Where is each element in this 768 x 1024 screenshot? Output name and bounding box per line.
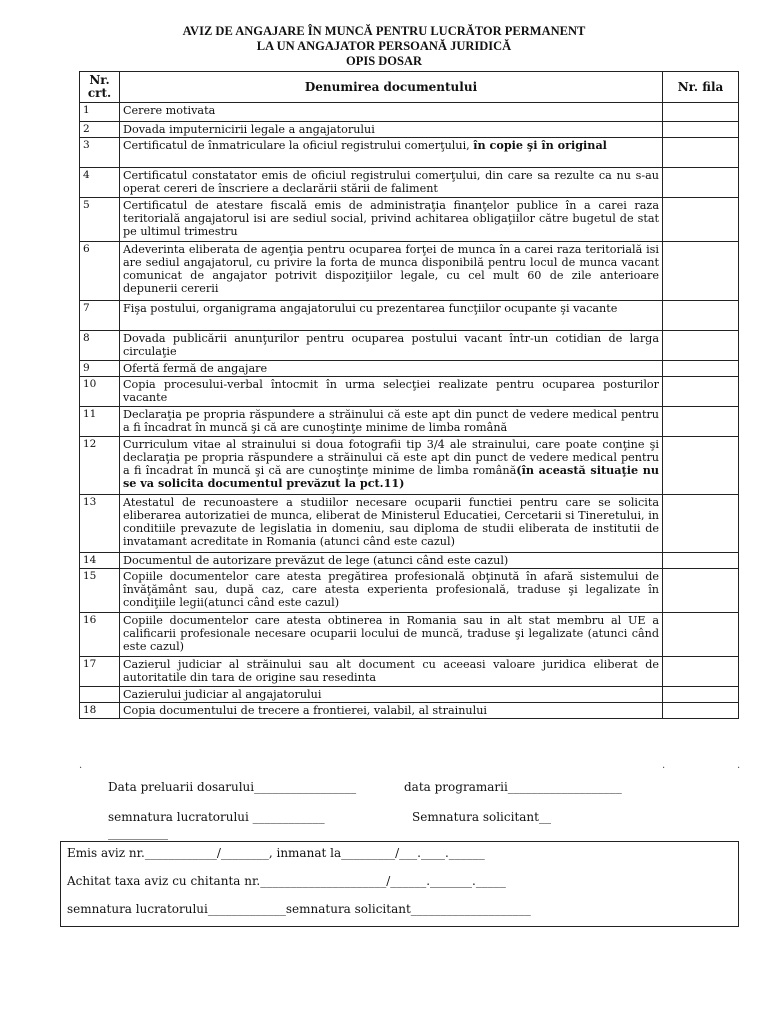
semnatura-solicitant-field[interactable]: Semnatura solicitant__ xyxy=(412,810,551,824)
document-name-cell xyxy=(120,407,663,437)
fila-cell[interactable] xyxy=(663,687,739,703)
document-name-cell xyxy=(120,687,663,703)
row-number: 11 xyxy=(80,407,120,437)
row-number: 3 xyxy=(80,138,120,168)
table-row xyxy=(80,301,739,331)
document-name: Copia documentului de trecere a frontierei, valabil, al strainului xyxy=(123,704,487,717)
document-name-cell xyxy=(120,553,663,569)
table-row xyxy=(80,407,739,437)
document-name: Certificatul de înmatriculare la oficiul registrului comerţului, xyxy=(123,139,474,152)
header-nr-fila: Nr. fila xyxy=(663,72,739,103)
document-name-cell xyxy=(120,301,663,331)
document-name: Certificatul de atestare fiscală emis de administraţia finanţelor publice în a carei raza teritorială angajatorul isi are sediul social, privind achitarea obligaţiilor către bugetul de stat pe ultimul trimestru xyxy=(123,199,659,238)
row-number: 15 xyxy=(80,569,120,613)
fila-cell[interactable] xyxy=(663,301,739,331)
document-name: Copiile documentelor care atesta pregătirea profesională obţinută în afară sistemului de învăţământ sau, după caz, care atesta experienta profesională, traduse şi legalizate în condiţiile legii(atunci când este cazul) xyxy=(123,570,659,609)
fila-cell[interactable] xyxy=(663,553,739,569)
fila-cell[interactable] xyxy=(663,377,739,407)
row-number: 10 xyxy=(80,377,120,407)
table-row xyxy=(80,553,739,569)
document-name-cell xyxy=(120,569,663,613)
fila-cell[interactable] xyxy=(663,103,739,122)
opis-table xyxy=(79,71,739,719)
document-name-emphasis: (în această situaţie nu se va solicita documentul prevăzut la pct.11) xyxy=(123,463,659,490)
document-name: Dovada imputernicirii legale a angajatorului xyxy=(123,123,375,136)
fila-cell[interactable] xyxy=(663,407,739,437)
header-nr-crt: Nr. crt. xyxy=(80,72,120,103)
semnatura-underline: __________ xyxy=(108,826,168,840)
document-name-cell xyxy=(120,138,663,168)
emis-aviz-line[interactable]: Emis aviz nr.____________/________, inmanat la_________/___.____.______ xyxy=(67,846,485,860)
fila-cell[interactable] xyxy=(663,613,739,657)
row-number: 5 xyxy=(80,198,120,242)
title-line-2: LA UN ANGAJATOR PERSOANĂ JURIDICĂ xyxy=(256,39,512,53)
document-name: Atestatul de recunoastere a studiilor necesare ocuparii functiei pentru care se solicita eliberarea autorizatiei de munca, eliberat de Ministerul Educatiei, Cercetarii si Tineretului, in conditiile prevazute de legislatia in domeniu, sau diploma de studii eliberata de institutii de invatamant acreditate in Romania (atunci când este cazul) xyxy=(123,496,659,548)
dot-mark: . xyxy=(737,760,741,771)
table-row xyxy=(80,168,739,198)
document-name-emphasis: în copie şi în original xyxy=(473,138,607,152)
row-number: 17 xyxy=(80,657,120,687)
document-name: Cerere motivata xyxy=(123,104,216,117)
row-number: 13 xyxy=(80,495,120,553)
fila-cell[interactable] xyxy=(663,569,739,613)
document-name-cell xyxy=(120,613,663,657)
document-name: Cazierul judiciar al străinului sau alt document cu aceeasi valoare juridica eliberat de autoritatile din tara de origine sau resedinta xyxy=(123,658,659,684)
row-number: 12 xyxy=(80,437,120,495)
table-row xyxy=(80,657,739,687)
document-name-cell xyxy=(120,361,663,377)
row-number: 16 xyxy=(80,613,120,657)
document-name: Copia procesului-verbal întocmit în urma selecţiei realizate pentru ocuparea posturilor vacante xyxy=(123,378,659,404)
fila-cell[interactable] xyxy=(663,138,739,168)
document-name-cell xyxy=(120,703,663,719)
table-row xyxy=(80,569,739,613)
table-header-row xyxy=(80,72,739,103)
fila-cell[interactable] xyxy=(663,331,739,361)
fila-cell[interactable] xyxy=(663,242,739,301)
table-row xyxy=(80,331,739,361)
document-name: Fişa postului, organigrama angajatorului cu prezentarea funcţiilor ocupante şi vacante xyxy=(123,302,618,315)
row-number: 18 xyxy=(80,703,120,719)
document-name-cell xyxy=(120,103,663,122)
fila-cell[interactable] xyxy=(663,198,739,242)
table-row xyxy=(80,613,739,657)
fila-cell[interactable] xyxy=(663,495,739,553)
document-name: Dovada publicării anunţurilor pentru ocuparea postului vacant într-un cotidian de larga circulaţie xyxy=(123,332,659,358)
table-row xyxy=(80,495,739,553)
table-row xyxy=(80,437,739,495)
row-number: 7 xyxy=(80,301,120,331)
row-number: 8 xyxy=(80,331,120,361)
fila-cell[interactable] xyxy=(663,657,739,687)
document-name: Cazierului judiciar al angajatorului xyxy=(123,688,322,701)
document-name: Documentul de autorizare prevăzut de lege (atunci când este cazul) xyxy=(123,554,509,567)
document-name-cell xyxy=(120,122,663,138)
document-name: Curriculum vitae al strainului si doua fotografii tip 3/4 ale strainului, care poate conţine şi declaraţia pe propria răspundere a străinului că este apt din punct de vedere medical pentru a fi încadrat în muncă şi că are cunoştinţe minime de limba română xyxy=(123,438,659,477)
table-row xyxy=(80,138,739,168)
document-name: Declaraţia pe propria răspundere a străinului că este apt din punct de vedere medical pentru a fi încadrat în muncă şi că are cunoştinţe minime de limba română xyxy=(123,408,659,434)
data-programarii-field[interactable]: data programarii___________________ xyxy=(404,780,622,794)
row-number: 14 xyxy=(80,553,120,569)
document-name-cell xyxy=(120,168,663,198)
document-name-cell xyxy=(120,242,663,301)
document-name-cell xyxy=(120,331,663,361)
table-row xyxy=(80,122,739,138)
achitat-taxa-line[interactable]: Achitat taxa aviz cu chitanta nr._____________________/______._______._____ xyxy=(67,874,506,888)
semnaturi-line[interactable]: semnatura lucratorului_____________semnatura solicitant____________________ xyxy=(67,902,531,916)
fila-cell[interactable] xyxy=(663,361,739,377)
document-name: Copiile documentelor care atesta obtinerea in Romania sau in alt stat membru al UE a calificarii profesionale necesare ocuparii locului de muncă, traduse şi legalizate (atunci când este cazul) xyxy=(123,614,659,653)
fila-cell[interactable] xyxy=(663,437,739,495)
table-row xyxy=(80,103,739,122)
table-row xyxy=(80,703,739,719)
fila-cell[interactable] xyxy=(663,122,739,138)
title-line-3: OPIS DOSAR xyxy=(345,54,423,68)
document-title xyxy=(0,24,768,69)
document-name: Adeverinta eliberata de agenţia pentru ocuparea forţei de munca în a carei raza teritorială isi are sediul angajatorul, cu privire la forta de munca disponibilă pentru locul de munca vacant comunicat de angajator potrivit dispoziţiilor legale, cu cel mult 60 de zile anterioare depunerii cererii xyxy=(123,243,659,295)
fila-cell[interactable] xyxy=(663,168,739,198)
table-row xyxy=(80,377,739,407)
row-number: 6 xyxy=(80,242,120,301)
dot-mark: . xyxy=(79,760,83,771)
document-name-cell xyxy=(120,437,663,495)
row-number: 1 xyxy=(80,103,120,122)
row-number: 9 xyxy=(80,361,120,377)
dot-mark: . xyxy=(662,760,666,771)
semnatura-lucratorului-field[interactable]: semnatura lucratorului ____________ xyxy=(108,810,325,824)
table-row xyxy=(80,242,739,301)
table-row xyxy=(80,361,739,377)
data-preluarii-field[interactable]: Data preluarii dosarului_________________ xyxy=(108,780,357,794)
document-name-cell xyxy=(120,198,663,242)
document-name: Ofertă fermă de angajare xyxy=(123,362,268,375)
row-number xyxy=(80,687,120,703)
aviz-box xyxy=(60,841,739,927)
row-number: 2 xyxy=(80,122,120,138)
table-row xyxy=(80,687,739,703)
document-name: Certificatul constatator emis de oficiul registrului comerţului, din care sa rezulte ca nu s-au operat cereri de înscriere a declarării stării de faliment xyxy=(123,169,659,195)
header-denumire: Denumirea documentului xyxy=(120,72,663,103)
row-number: 4 xyxy=(80,168,120,198)
document-name-cell xyxy=(120,495,663,553)
table-row xyxy=(80,198,739,242)
document-name-cell xyxy=(120,657,663,687)
title-line-1: AVIZ DE ANGAJARE ÎN MUNCĂ PENTRU LUCRĂTOR PERMANENT xyxy=(182,24,586,38)
document-name-cell xyxy=(120,377,663,407)
fila-cell[interactable] xyxy=(663,703,739,719)
